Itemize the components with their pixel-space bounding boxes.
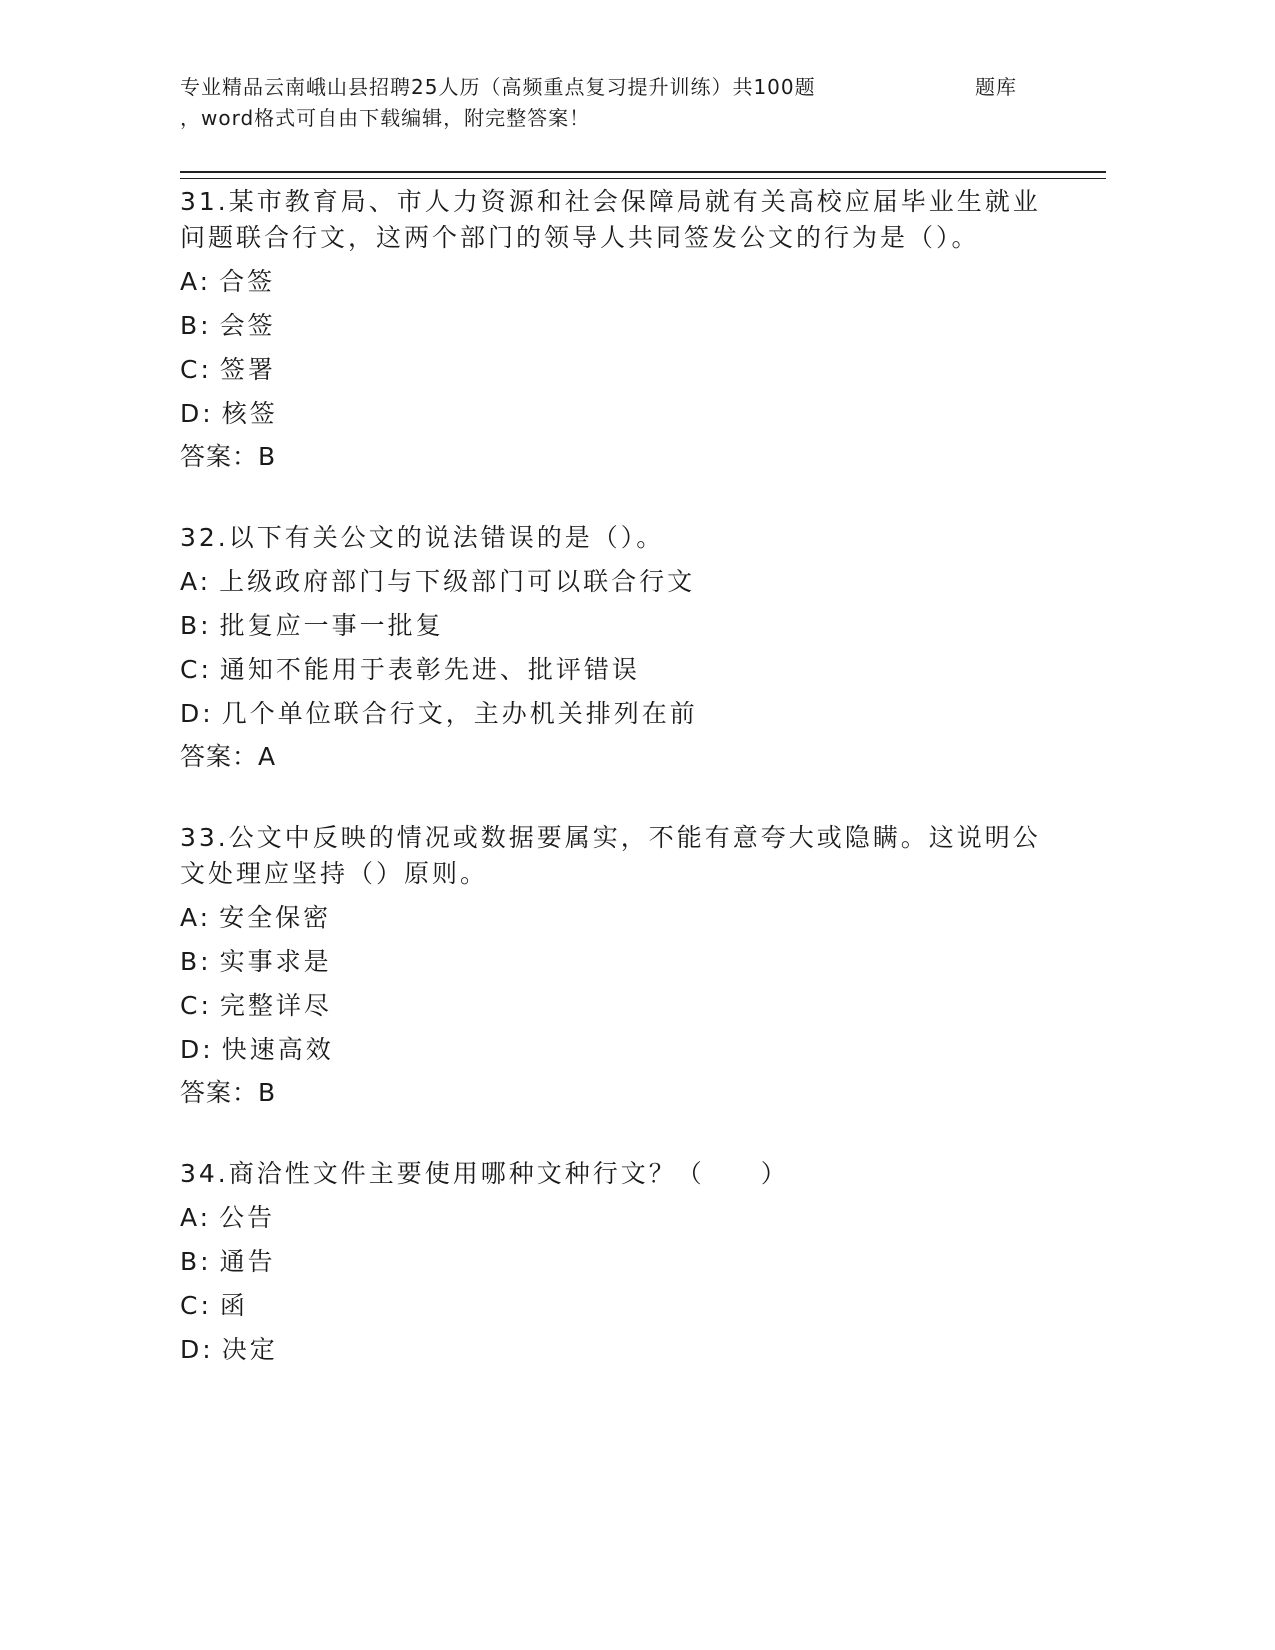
header-divider <box>180 171 1106 179</box>
option-label: B: <box>180 947 212 976</box>
option-d <box>180 392 1050 436</box>
option-label: C: <box>180 1291 212 1320</box>
question-31 <box>180 184 1050 478</box>
question-list <box>180 184 1050 1372</box>
option-label: D: <box>180 1035 214 1064</box>
option-text: 核签 <box>221 399 278 428</box>
option-label: B: <box>180 311 212 340</box>
option-d <box>180 1328 1050 1372</box>
option-c <box>180 984 1050 1028</box>
question-stem: 32.以下有关公文的说法错误的是（）。 <box>180 523 665 552</box>
option-text: 上级政府部门与下级部门可以联合行文 <box>219 567 696 596</box>
document-title: 专业精品云南峨山县招聘25人历（高频重点复习提升训练）共100题 <box>180 75 816 99</box>
option-label: A: <box>180 1203 212 1232</box>
option-d <box>180 692 1050 736</box>
header-subtitle: ，word格式可自由下载编辑，附完整答案！ <box>180 106 591 130</box>
option-list <box>180 560 1050 736</box>
header-title-line <box>180 72 1110 103</box>
option-label: A: <box>180 567 212 596</box>
option-text: 几个单位联合行文，主办机关排列在前 <box>221 699 698 728</box>
option-list <box>180 1196 1050 1372</box>
question-33 <box>180 820 1050 1114</box>
option-text: 通知不能用于表彰先进、批评错误 <box>219 655 640 684</box>
option-text: 公告 <box>219 1203 276 1232</box>
question-stem: 34.商洽性文件主要使用哪种文种行文？（ ） <box>180 1159 789 1188</box>
question-32 <box>180 520 1050 778</box>
option-c <box>180 1284 1050 1328</box>
option-text: 函 <box>219 1291 248 1320</box>
option-label: D: <box>180 699 214 728</box>
question-34 <box>180 1156 1050 1372</box>
option-label: A: <box>180 267 212 296</box>
option-text: 合签 <box>219 267 276 296</box>
option-b <box>180 1240 1050 1284</box>
answer-line: 答案：A <box>180 742 277 771</box>
option-label: B: <box>180 611 212 640</box>
option-label: B: <box>180 1247 212 1276</box>
option-a <box>180 260 1050 304</box>
option-b <box>180 604 1050 648</box>
option-text: 决定 <box>221 1335 278 1364</box>
option-text: 会签 <box>219 311 276 340</box>
option-a <box>180 560 1050 604</box>
option-b <box>180 304 1050 348</box>
option-text: 批复应一事一批复 <box>219 611 444 640</box>
option-text: 实事求是 <box>219 947 332 976</box>
question-stem: 31.某市教育局、市人力资源和社会保障局就有关高校应届毕业生就业问题联合行文，这两个部门的领导人共同签发公文的行为是（）。 <box>180 187 1041 252</box>
option-a <box>180 1196 1050 1240</box>
option-text: 快速高效 <box>221 1035 334 1064</box>
option-b <box>180 940 1050 984</box>
option-list <box>180 260 1050 436</box>
option-list <box>180 896 1050 1072</box>
option-d <box>180 1028 1050 1072</box>
question-stem: 33.公文中反映的情况或数据要属实，不能有意夸大或隐瞒。这说明公文处理应坚持（）原则。 <box>180 823 1041 888</box>
option-label: C: <box>180 355 212 384</box>
option-label: C: <box>180 991 212 1020</box>
option-text: 完整详尽 <box>219 991 332 1020</box>
option-label: C: <box>180 655 212 684</box>
option-label: D: <box>180 399 214 428</box>
option-c <box>180 648 1050 692</box>
page-header <box>180 72 1110 134</box>
option-c <box>180 348 1050 392</box>
option-label: A: <box>180 903 212 932</box>
header-tag: 题库 <box>975 75 1017 99</box>
answer-line: 答案：B <box>180 1078 277 1107</box>
option-label: D: <box>180 1335 214 1364</box>
option-text: 安全保密 <box>219 903 332 932</box>
option-a <box>180 896 1050 940</box>
option-text: 签署 <box>219 355 276 384</box>
option-text: 通告 <box>219 1247 276 1276</box>
answer-line: 答案：B <box>180 442 277 471</box>
